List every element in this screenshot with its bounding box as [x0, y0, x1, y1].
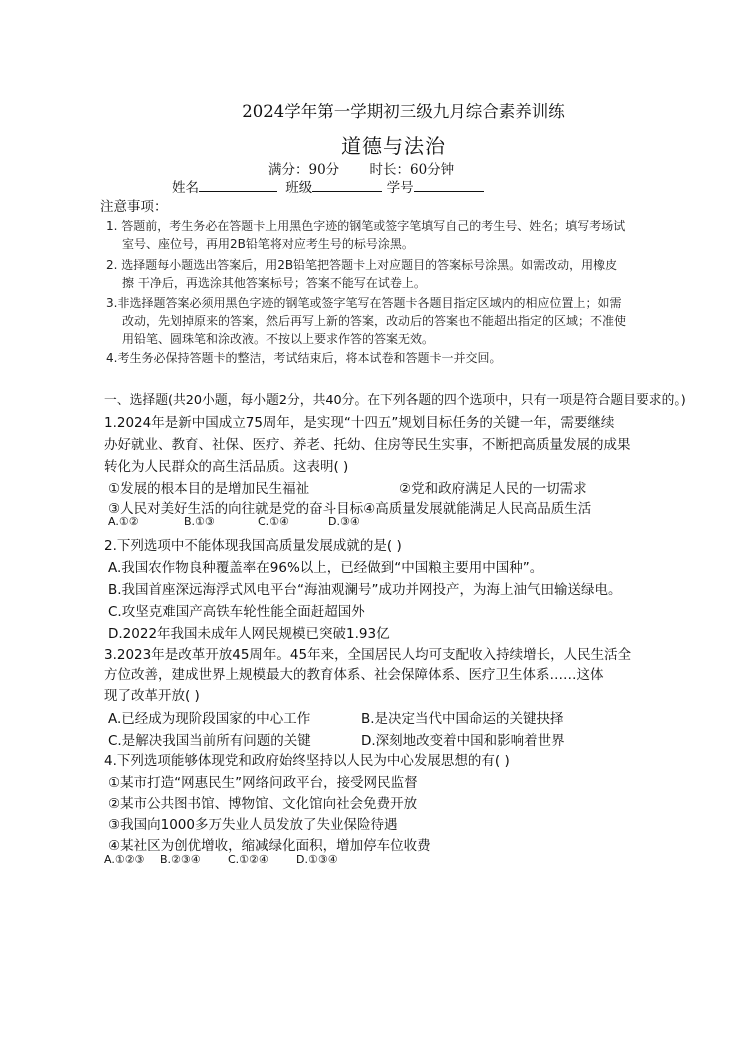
question-stem: 办好就业、教育、社保、医疗、养老、托幼、住房等民生实事，不断把高质量发展的成果	[104, 437, 631, 453]
question-stem: 现了改革开放( )	[104, 688, 200, 704]
notice-line: 2. 选择题每小题选出答案后，用2B铅笔把答题卡上对应题目的答案标号涂黑。如需改动，用橡皮	[106, 258, 618, 272]
question-option: B.我国首座深远海浮式风电平台“海油观澜号”成功并网投产，为海上油气田输送绿电。	[108, 582, 622, 598]
answer-choice[interactable]: B.①③	[184, 515, 215, 528]
question-option: ③人民对美好生活的向往就是党的奋斗目标④高质量发展就能满足人民高品质生活	[108, 501, 592, 517]
notice-line: 擦 干净后，再选涂其他答案标号；答案不能写在试卷上。	[122, 276, 426, 290]
question-option: ③我国向1000多万失业人员发放了失业保险待遇	[108, 817, 398, 833]
notice-line: 用铅笔、圆珠笔和涂改液。不按以上要求作答的答案无效。	[122, 332, 435, 346]
id-label: 学号	[386, 180, 414, 196]
question-option: C.攻坚克难国产高铁车轮性能全面赶超国外	[108, 604, 365, 620]
exam-meta	[268, 158, 480, 178]
question-stem: 1.2024年是新中国成立75周年，是实现“十四五”规划目标任务的关键一年，需要继续	[104, 415, 615, 431]
name-label: 姓名	[172, 180, 199, 196]
question-option: D.深刻地改变着中国和影响着世界	[361, 733, 565, 749]
question-option: ②党和政府满足人民的一切需求	[399, 481, 587, 497]
question-option: ①某市打造“网惠民生”网络问政平台，接受网民监督	[108, 775, 418, 791]
answer-choice[interactable]: D.①③④	[296, 853, 338, 866]
notice-line: 3.非选择题答案必须用黑色字迹的钢笔或签字笔写在答题卡各题目指定区域内的相应位置上；如需	[106, 296, 622, 310]
answer-choice[interactable]: B.②③④	[160, 853, 201, 866]
question-stem: 转化为人民群众的高生活品质。这表明( )	[104, 459, 349, 475]
class-label: 班级	[285, 180, 313, 196]
notice-line: 室号、座位号，再用2B铅笔将对应考生号的标号涂黑。	[122, 237, 414, 251]
answer-choice[interactable]: D.③④	[328, 515, 360, 528]
question-option: ④某社区为创优增收，缩减绿化面积，增加停车位收费	[108, 838, 431, 854]
question-option: A.已经成为现阶段国家的中心工作	[108, 711, 311, 727]
exam-title: 2024学年第一学期初三级九月综合素养训练	[242, 102, 565, 121]
question-stem: 3.2023年是改革开放45周年。45年来，全国居民人均可支配收入持续增长，人民生活全	[104, 647, 632, 663]
question-option: A.我国农作物良种覆盖率在96%以上，已经做到“中国粮主要用中国种”。	[108, 560, 544, 576]
name-blank[interactable]	[199, 179, 277, 192]
class-blank[interactable]	[312, 179, 382, 192]
notice-line: 1. 答题前，考生务必在答题卡上用黑色字迹的钢笔或签字笔填写自己的考生号、姓名；填写考场试	[106, 219, 626, 233]
answer-choice[interactable]: A.①②	[108, 515, 139, 528]
question-option: D.2022年我国未成年人网民规模已突破1.93亿	[108, 626, 390, 642]
full-score: 满分：90分	[268, 162, 340, 178]
answer-choice[interactable]: C.①②④	[228, 853, 269, 866]
student-info-row	[172, 176, 484, 196]
id-blank[interactable]	[414, 179, 484, 192]
notice-heading: 注意事项：	[100, 199, 168, 215]
question-stem: 2.下列选项中不能体现我国高质量发展成就的是( )	[104, 538, 402, 554]
notice-line: 改动，先划掉原来的答案，然后再写上新的答案，改动后的答案也不能超出指定的区域；不准使	[122, 314, 627, 328]
answer-choice[interactable]: A.①②③	[104, 853, 145, 866]
question-stem: 方位改善，建成世界上规模最大的教育体系、社会保障体系、医疗卫生体系……这体	[104, 667, 604, 683]
duration: 时长：60分钟	[369, 162, 455, 178]
notice-line: 4.考生务必保持答题卡的整洁，考试结束后，将本试卷和答题卡一并交回。	[106, 351, 502, 365]
subject-title: 道德与法治	[341, 134, 446, 158]
answer-choice[interactable]: C.①④	[258, 515, 289, 528]
section-heading: 一、选择题(共20小题，每小题2分，共40分。在下列各题的四个选项中，只有一项是符合题目要求的。)	[104, 393, 686, 408]
question-option: ①发展的根本目的是增加民生福祉	[108, 481, 310, 497]
question-option: B.是决定当代中国命运的关键抉择	[361, 711, 564, 727]
question-option: C.是解决我国当前所有问题的关键	[108, 733, 311, 749]
question-option: ②某市公共图书馆、博物馆、文化馆向社会免费开放	[108, 796, 418, 812]
question-stem: 4.下列选项能够体现党和政府始终坚持以人民为中心发展思想的有( )	[104, 753, 510, 769]
